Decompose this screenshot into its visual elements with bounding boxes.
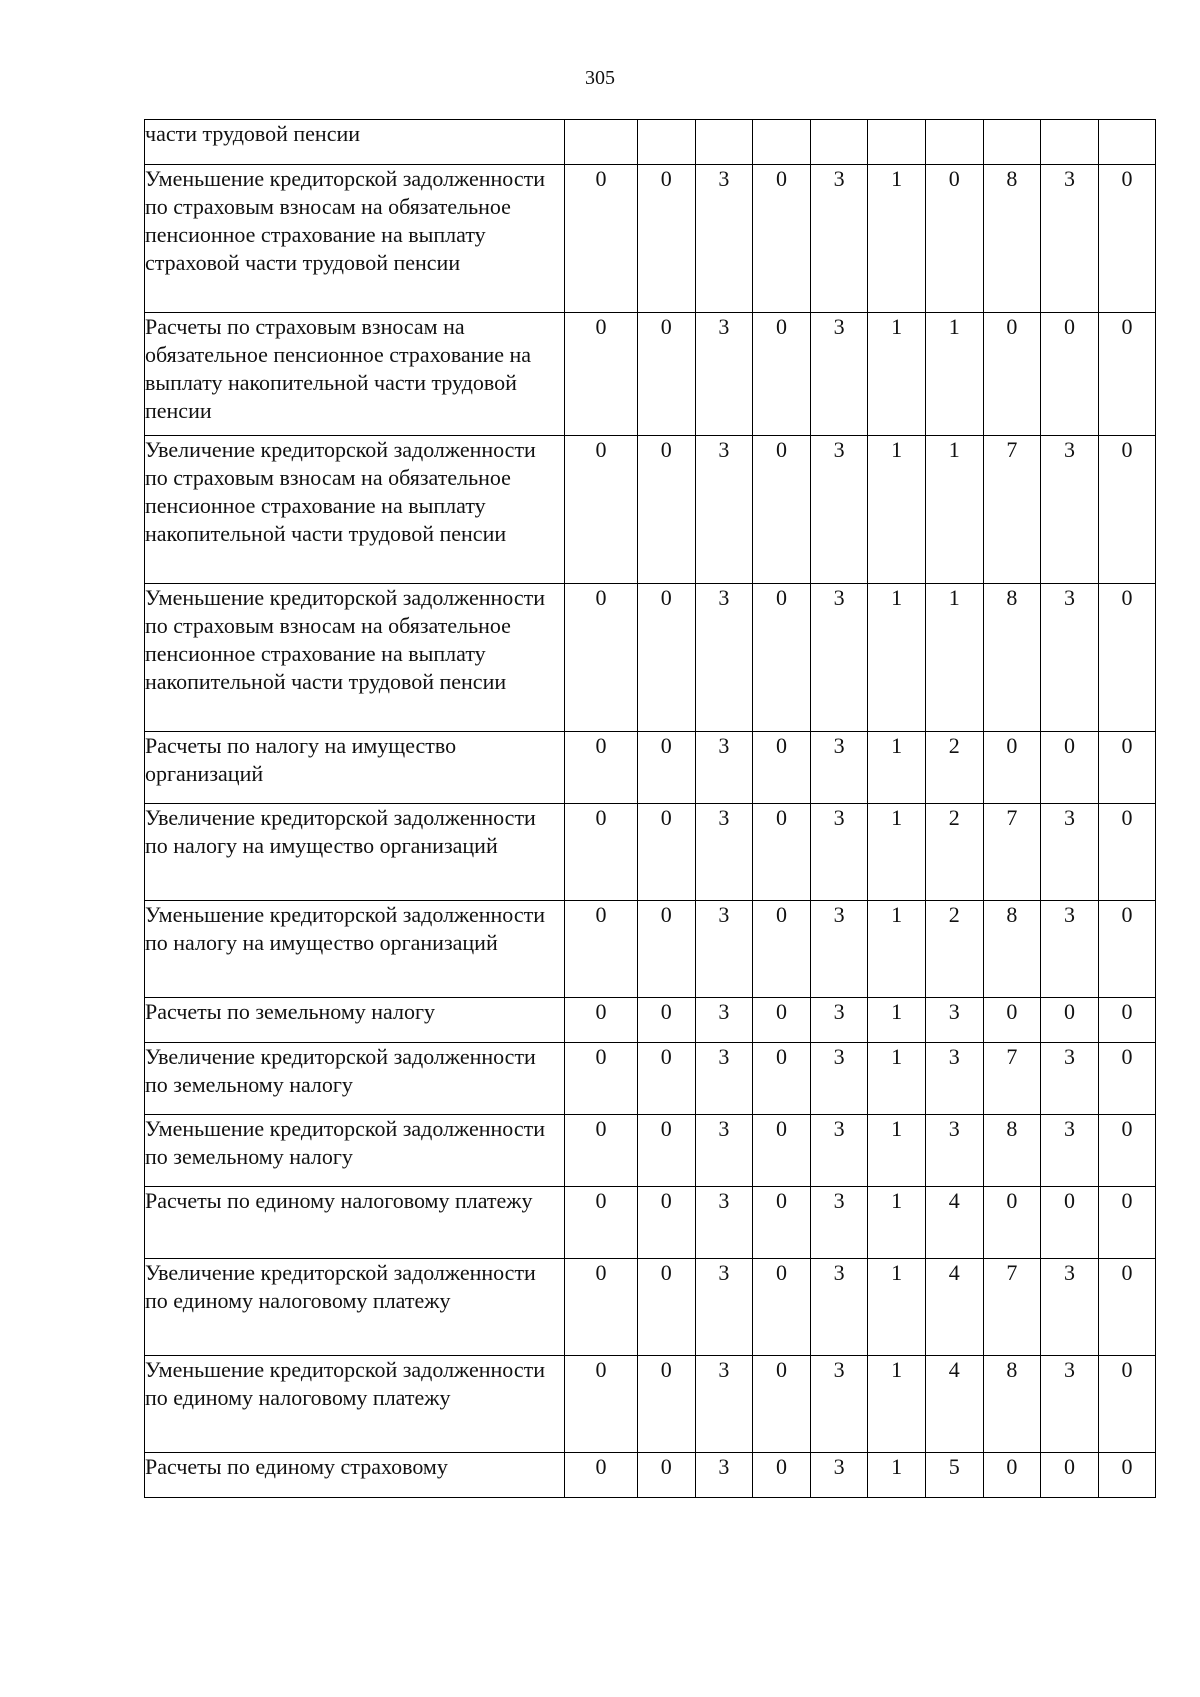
code-digit-cell: 0	[565, 1187, 638, 1259]
row-name-cell: Уменьшение кредиторской задолженности по единому налоговому платежу	[145, 1356, 565, 1453]
code-digit-cell: 0	[1098, 436, 1156, 584]
code-digit-cell: 0	[983, 732, 1041, 804]
code-digit-cell: 0	[565, 313, 638, 436]
code-digit-cell: 0	[638, 584, 696, 732]
code-digit-cell	[638, 120, 696, 165]
code-digit-cell: 0	[638, 804, 696, 901]
table-row	[145, 120, 1156, 165]
code-digit-cell: 0	[1098, 804, 1156, 901]
code-digit-cell: 0	[565, 436, 638, 584]
code-digit-cell	[810, 120, 868, 165]
code-digit-cell: 3	[695, 436, 753, 584]
code-digit-cell: 0	[638, 998, 696, 1043]
code-digit-cell: 7	[983, 1043, 1041, 1115]
code-digit-cell: 0	[1098, 998, 1156, 1043]
code-digit-cell: 0	[753, 1453, 811, 1498]
code-digit-cell: 3	[695, 1453, 753, 1498]
row-name-cell: Расчеты по налогу на имущество организаций	[145, 732, 565, 804]
code-digit-cell: 3	[695, 1187, 753, 1259]
code-digit-cell: 1	[868, 804, 926, 901]
code-digit-cell: 0	[753, 165, 811, 313]
code-digit-cell: 3	[1041, 1259, 1099, 1356]
row-name-cell: Расчеты по единому страховому	[145, 1453, 565, 1498]
code-digit-cell: 0	[638, 1187, 696, 1259]
table-row	[145, 998, 1156, 1043]
table-row	[145, 1115, 1156, 1187]
code-digit-cell	[1041, 120, 1099, 165]
code-digit-cell: 1	[868, 732, 926, 804]
code-digit-cell: 0	[1041, 1187, 1099, 1259]
table-row	[145, 1187, 1156, 1259]
row-name-cell: Расчеты по единому налоговому платежу	[145, 1187, 565, 1259]
row-name-cell: Уменьшение кредиторской задолженности по налогу на имущество организаций	[145, 901, 565, 998]
code-digit-cell: 0	[1098, 901, 1156, 998]
code-digit-cell: 1	[868, 584, 926, 732]
code-digit-cell: 0	[638, 1115, 696, 1187]
code-digit-cell: 3	[695, 313, 753, 436]
code-digit-cell: 8	[983, 584, 1041, 732]
code-digit-cell: 1	[925, 436, 983, 584]
code-digit-cell: 0	[638, 732, 696, 804]
code-digit-cell: 8	[983, 165, 1041, 313]
code-digit-cell: 3	[1041, 1356, 1099, 1453]
code-digit-cell: 3	[1041, 1115, 1099, 1187]
table-row	[145, 804, 1156, 901]
code-digit-cell: 0	[1041, 313, 1099, 436]
code-digit-cell: 3	[695, 1043, 753, 1115]
code-digit-cell: 1	[868, 1356, 926, 1453]
code-digit-cell: 1	[868, 165, 926, 313]
code-digit-cell: 3	[925, 1115, 983, 1187]
code-digit-cell: 0	[565, 1259, 638, 1356]
code-digit-cell: 3	[1041, 584, 1099, 732]
code-digit-cell: 8	[983, 1356, 1041, 1453]
table-body	[145, 120, 1156, 1498]
code-digit-cell: 3	[695, 1259, 753, 1356]
code-digit-cell: 3	[810, 1187, 868, 1259]
table-row	[145, 732, 1156, 804]
code-digit-cell: 3	[810, 998, 868, 1043]
code-digit-cell: 0	[565, 1043, 638, 1115]
code-digit-cell: 0	[1098, 584, 1156, 732]
code-digit-cell: 3	[695, 901, 753, 998]
code-digit-cell: 0	[753, 901, 811, 998]
code-digit-cell	[868, 120, 926, 165]
code-digit-cell: 0	[638, 436, 696, 584]
code-digit-cell: 0	[753, 1043, 811, 1115]
code-digit-cell: 3	[1041, 804, 1099, 901]
code-digit-cell: 8	[983, 1115, 1041, 1187]
code-digit-cell: 0	[565, 1356, 638, 1453]
row-name-cell: Уменьшение кредиторской задолженности по страховым взносам на обязательное пенсионное страхование на выплату страховой части трудовой пенсии	[145, 165, 565, 313]
code-digit-cell: 3	[695, 998, 753, 1043]
code-digit-cell: 1	[868, 901, 926, 998]
code-digit-cell: 3	[695, 1356, 753, 1453]
table-row	[145, 165, 1156, 313]
code-digit-cell: 0	[638, 1453, 696, 1498]
table-row	[145, 1259, 1156, 1356]
table-row	[145, 313, 1156, 436]
code-digit-cell: 0	[638, 1043, 696, 1115]
row-name-cell: Расчеты по страховым взносам на обязательное пенсионное страхование на выплату накопительной части трудовой пенсии	[145, 313, 565, 436]
code-digit-cell: 0	[565, 732, 638, 804]
code-digit-cell: 1	[868, 998, 926, 1043]
table-row	[145, 436, 1156, 584]
code-digit-cell: 0	[1041, 998, 1099, 1043]
code-digit-cell: 3	[695, 804, 753, 901]
table-row	[145, 901, 1156, 998]
code-digit-cell: 3	[810, 804, 868, 901]
account-codes-table	[144, 119, 1156, 1498]
code-digit-cell: 0	[753, 998, 811, 1043]
row-name-cell: Уменьшение кредиторской задолженности по земельному налогу	[145, 1115, 565, 1187]
code-digit-cell: 3	[810, 436, 868, 584]
row-name-cell: Увеличение кредиторской задолженности по земельному налогу	[145, 1043, 565, 1115]
code-digit-cell: 0	[638, 1259, 696, 1356]
code-digit-cell: 2	[925, 804, 983, 901]
code-digit-cell: 0	[1098, 1259, 1156, 1356]
code-digit-cell: 3	[810, 901, 868, 998]
row-name-cell: Увеличение кредиторской задолженности по страховым взносам на обязательное пенсионное страхование на выплату накопительной части трудовой пенсии	[145, 436, 565, 584]
code-digit-cell: 0	[638, 1356, 696, 1453]
code-digit-cell: 0	[753, 313, 811, 436]
code-digit-cell: 0	[983, 1453, 1041, 1498]
code-digit-cell: 3	[810, 1356, 868, 1453]
code-digit-cell: 3	[695, 732, 753, 804]
code-digit-cell	[983, 120, 1041, 165]
code-digit-cell: 0	[638, 165, 696, 313]
code-digit-cell: 1	[868, 1115, 926, 1187]
code-digit-cell: 0	[565, 1453, 638, 1498]
row-name-cell: Увеличение кредиторской задолженности по единому налоговому платежу	[145, 1259, 565, 1356]
code-digit-cell: 0	[753, 1187, 811, 1259]
code-digit-cell: 0	[1098, 1453, 1156, 1498]
code-digit-cell: 7	[983, 1259, 1041, 1356]
code-digit-cell	[1098, 120, 1156, 165]
code-digit-cell: 3	[695, 165, 753, 313]
code-digit-cell: 0	[1098, 1043, 1156, 1115]
code-digit-cell: 1	[868, 1043, 926, 1115]
table-row	[145, 1356, 1156, 1453]
code-digit-cell: 3	[810, 165, 868, 313]
code-digit-cell: 0	[1098, 732, 1156, 804]
code-digit-cell: 4	[925, 1187, 983, 1259]
code-digit-cell	[925, 120, 983, 165]
code-digit-cell: 3	[1041, 901, 1099, 998]
code-digit-cell: 0	[753, 1356, 811, 1453]
row-name-cell: Увеличение кредиторской задолженности по налогу на имущество организаций	[145, 804, 565, 901]
code-digit-cell: 3	[1041, 436, 1099, 584]
code-digit-cell: 0	[925, 165, 983, 313]
code-digit-cell: 4	[925, 1356, 983, 1453]
code-digit-cell: 3	[925, 998, 983, 1043]
code-digit-cell: 0	[1098, 313, 1156, 436]
code-digit-cell: 7	[983, 804, 1041, 901]
code-digit-cell: 3	[695, 584, 753, 732]
code-digit-cell: 3	[1041, 165, 1099, 313]
table-row	[145, 584, 1156, 732]
code-digit-cell: 0	[565, 804, 638, 901]
code-digit-cell: 0	[753, 1115, 811, 1187]
code-digit-cell: 1	[925, 313, 983, 436]
code-digit-cell: 5	[925, 1453, 983, 1498]
code-digit-cell: 0	[565, 1115, 638, 1187]
code-digit-cell: 0	[753, 584, 811, 732]
code-digit-cell: 0	[983, 1187, 1041, 1259]
code-digit-cell: 3	[810, 1115, 868, 1187]
code-digit-cell: 0	[638, 313, 696, 436]
code-digit-cell: 0	[638, 901, 696, 998]
code-digit-cell: 2	[925, 901, 983, 998]
code-digit-cell: 7	[983, 436, 1041, 584]
code-digit-cell: 3	[695, 1115, 753, 1187]
code-digit-cell: 3	[810, 1453, 868, 1498]
code-digit-cell: 0	[753, 1259, 811, 1356]
code-digit-cell: 1	[868, 436, 926, 584]
code-digit-cell: 0	[565, 901, 638, 998]
code-digit-cell: 0	[983, 998, 1041, 1043]
code-digit-cell: 0	[1098, 1187, 1156, 1259]
code-digit-cell: 1	[868, 1453, 926, 1498]
code-digit-cell: 0	[1098, 1356, 1156, 1453]
code-digit-cell: 3	[810, 732, 868, 804]
code-digit-cell: 3	[810, 584, 868, 732]
row-name-cell: части трудовой пенсии	[145, 120, 565, 165]
row-name-cell: Расчеты по земельному налогу	[145, 998, 565, 1043]
code-digit-cell	[565, 120, 638, 165]
code-digit-cell: 0	[565, 998, 638, 1043]
code-digit-cell: 0	[565, 584, 638, 732]
code-digit-cell: 0	[753, 436, 811, 584]
code-digit-cell: 3	[810, 313, 868, 436]
code-digit-cell: 1	[868, 313, 926, 436]
table-row	[145, 1453, 1156, 1498]
code-digit-cell: 0	[1041, 732, 1099, 804]
code-digit-cell: 0	[753, 732, 811, 804]
code-digit-cell: 0	[753, 804, 811, 901]
code-digit-cell	[753, 120, 811, 165]
code-digit-cell: 0	[1098, 165, 1156, 313]
code-digit-cell: 1	[925, 584, 983, 732]
table-row	[145, 1043, 1156, 1115]
code-digit-cell: 2	[925, 732, 983, 804]
row-name-cell: Уменьшение кредиторской задолженности по страховым взносам на обязательное пенсионное страхование на выплату накопительной части трудовой пенсии	[145, 584, 565, 732]
code-digit-cell: 3	[1041, 1043, 1099, 1115]
code-digit-cell: 3	[925, 1043, 983, 1115]
code-digit-cell: 0	[565, 165, 638, 313]
code-digit-cell: 1	[868, 1187, 926, 1259]
code-digit-cell: 4	[925, 1259, 983, 1356]
page-number: 305	[585, 67, 615, 89]
code-digit-cell: 0	[1041, 1453, 1099, 1498]
code-digit-cell: 0	[983, 313, 1041, 436]
code-digit-cell	[695, 120, 753, 165]
code-digit-cell: 0	[1098, 1115, 1156, 1187]
code-digit-cell: 3	[810, 1043, 868, 1115]
code-digit-cell: 3	[810, 1259, 868, 1356]
code-digit-cell: 1	[868, 1259, 926, 1356]
code-digit-cell: 8	[983, 901, 1041, 998]
